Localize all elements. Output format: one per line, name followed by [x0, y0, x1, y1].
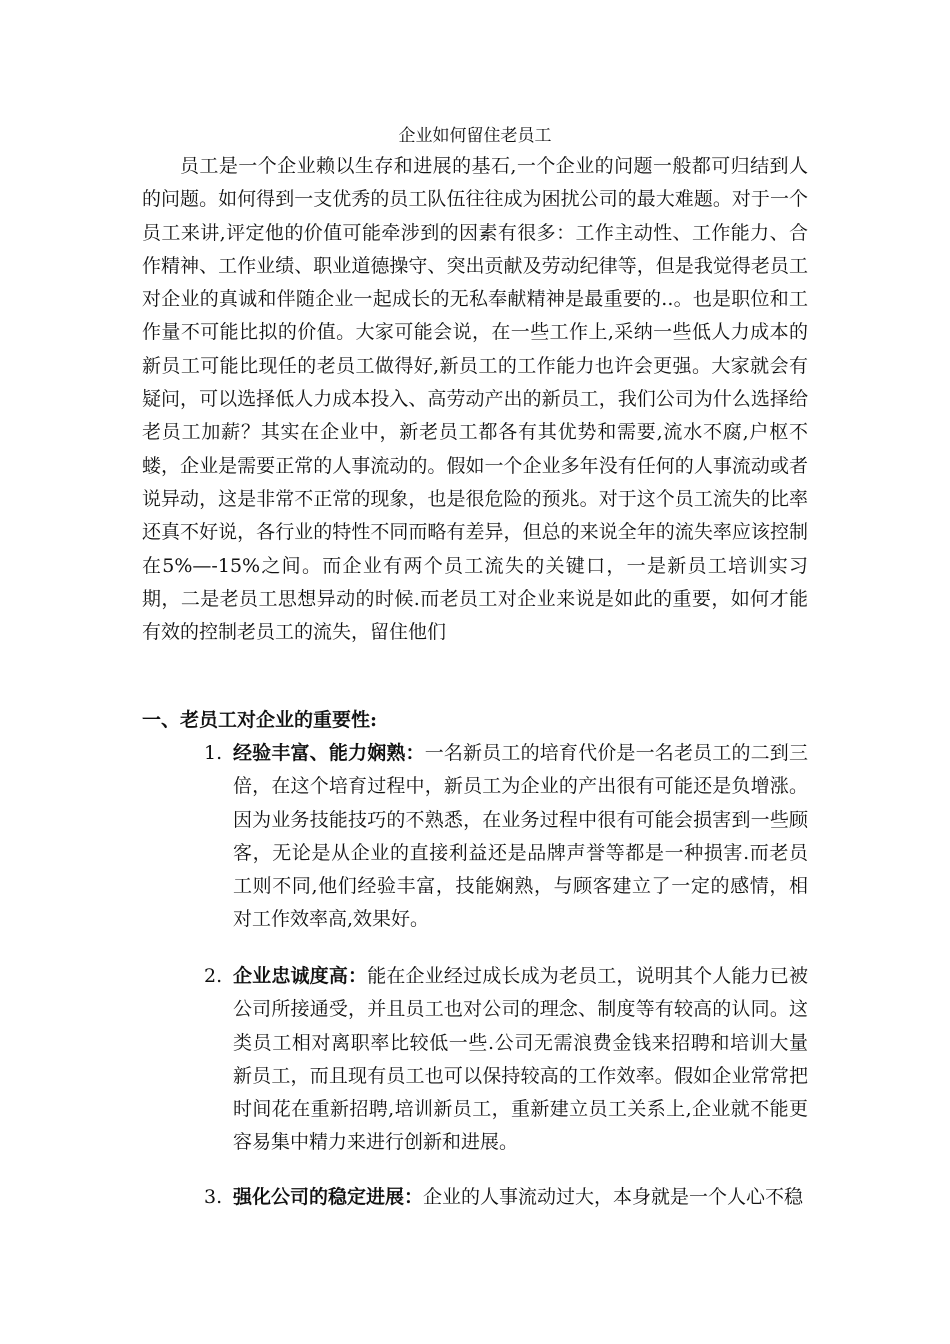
list-item-term: 企业忠诚度高：	[233, 965, 368, 987]
list-item-text: 一名新员工的培育代价是一名老员工的二到三倍，在这个培育过程中，新员工为企业的产出很有可能还是负增涨。因为业务技能技巧的不熟悉，在业务过程中很有可能会损害到一些顾客，无论是从企业的直接利益还是品牌声誉等都是一种损害.而老员工则不同,他们经验丰富，技能娴熟，与顾客建立了一定的感情，相对工作效率高,效果好。	[233, 742, 808, 931]
list-item-number: 3.	[204, 1186, 223, 1208]
list-item	[204, 737, 808, 937]
list-item-number: 1.	[204, 742, 223, 764]
document-title: 企业如何留住老员工	[398, 126, 552, 146]
intro-paragraph: 员工是一个企业赖以生存和进展的基石,一个企业的问题一般都可归结到人的问题。如何得到一支优秀的员工队伍往往成为困扰公司的最大难题。对于一个员工来讲,评定他的价值可能牵涉到的因素有很多：工作主动性、工作能力、合作精神、工作业绩、职业道德操守、突出贡献及劳动纪律等，但是我觉得老员工对企业的真诚和伴随企业一起成长的无私奉献精神是最重要的..。也是职位和工作量不可能比拟的价值。大家可能会说，在一些工作上,采纳一些低人力成本的新员工可能比现任的老员工做得好,新员工的工作能力也许会更强。大家就会有疑问，可以选择低人力成本投入、高劳动产出的新员工，我们公司为什么选择给老员工加薪？其实在企业中，新老员工都各有其优势和需要,流水不腐,户枢不蝼，企业是需要正常的人事流动的。假如一个企业多年没有任何的人事流动或者说异动，这是非常不正常的现象，也是很危险的预兆。对于这个员工流失的比率还真不好说，各行业的特性不同而略有差异，但总的来说全年的流失率应该控制在5%—-15%之间。而企业有两个员工流失的关键口，一是新员工培训实习期，二是老员工思想异动的时候.而老员工对企业来说是如此的重要，如何才能有效的控制老员工的流失，留住他们	[142, 155, 808, 644]
section-heading: 一、老员工对企业的重要性:	[142, 709, 378, 731]
list-item-number: 2.	[204, 965, 223, 987]
list-item-term: 强化公司的稳定进展：	[233, 1186, 424, 1208]
list-item-text: 能在企业经过成长成为老员工，说明其个人能力已被公司所接通受，并且员工也对公司的理念、制度等有较高的认同。这类员工相对离职率比较低一些.公司无需浪费金钱来招聘和培训大量新员工，而且现有员工也可以保持较高的工作效率。假如企业常常把时间花在重新招聘,培训新员工，重新建立员工关系上,企业就不能更容易集中精力来进行创新和进展。	[233, 965, 808, 1154]
list-item	[204, 1181, 808, 1214]
list-item-term: 经验丰富、能力娴熟：	[233, 742, 425, 764]
list-item	[204, 960, 808, 1160]
list-item-text: 企业的人事流动过大，本身就是一个人心不稳	[423, 1186, 804, 1208]
